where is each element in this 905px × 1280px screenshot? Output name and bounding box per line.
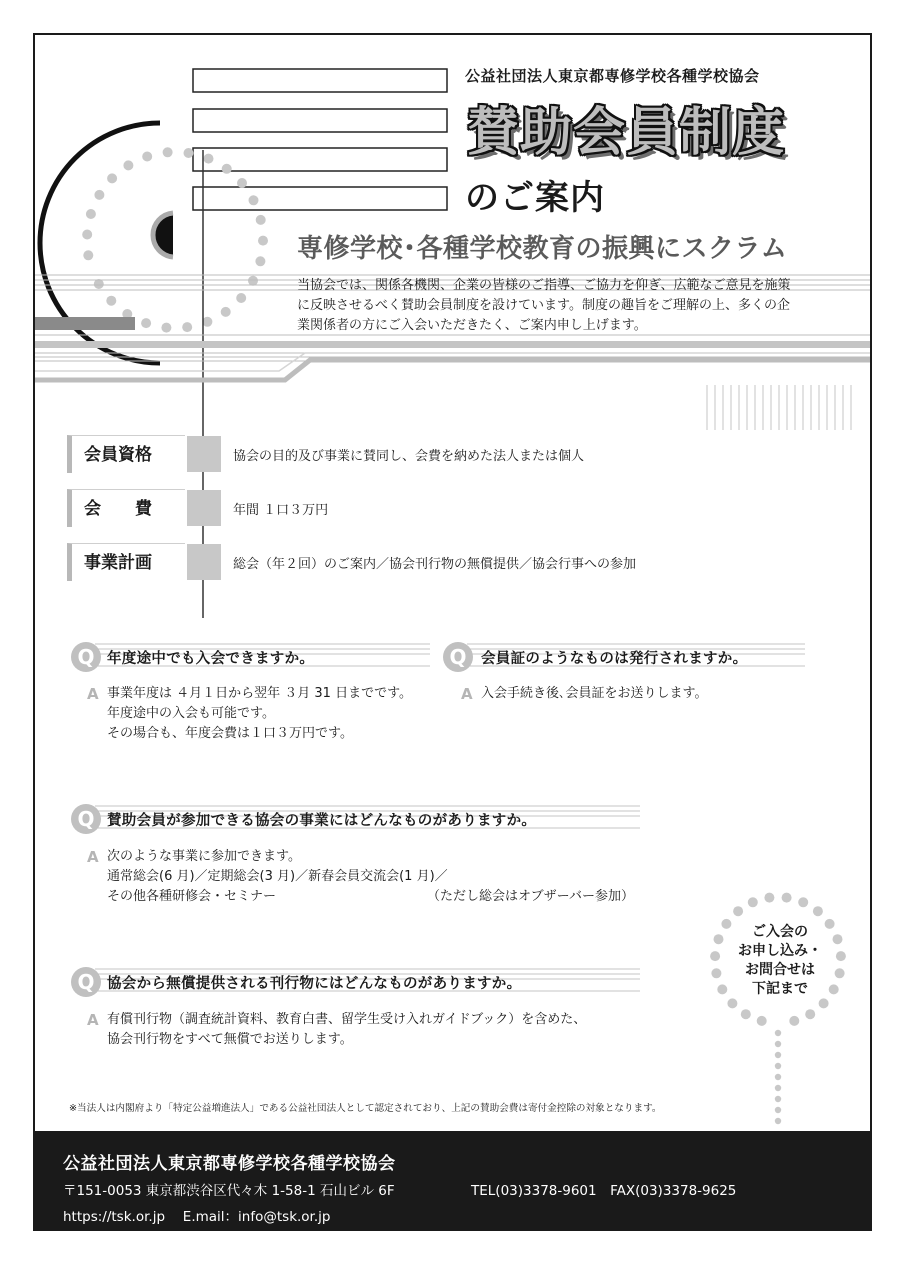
answer-line: その他各種研修会・セミナー — [107, 889, 277, 904]
answer-1 — [107, 684, 412, 744]
flyer-page — [33, 33, 872, 1231]
question-1: 年度途中でも入会できますか。 — [107, 651, 315, 667]
answer-line: 有償刊行物（調査統計資料、教育白書、留学生受け入れガイドブック）を含めた、 — [107, 1012, 587, 1027]
answer-3 — [107, 847, 448, 907]
question-2: 会員証のようなものは発行されますか。 — [481, 651, 748, 667]
contact-line: お問合せは — [745, 962, 815, 978]
intro-line: 当協会では、関係各機関、企業の皆様のご指導、ご協力を仰ぎ、広範なご意見を施策 — [297, 278, 791, 293]
intro-paragraph — [297, 276, 847, 336]
spec-label-qualification: 会員資格 — [67, 435, 185, 473]
contact-line: お申し込み・ — [738, 943, 822, 959]
footer-web-email[interactable]: https://tsk.or.jp E.mail：info@tsk.or.jp — [63, 1209, 331, 1225]
page-subtitle: のご案内 — [465, 178, 605, 218]
spec-text-qualification: 協会の目的及び事業に賛同し、会費を納めた法人または個人 — [233, 449, 585, 464]
a-mark: A — [87, 685, 99, 703]
q-icon: Q — [71, 642, 101, 672]
q-icon: Q — [71, 804, 101, 834]
organization-name: 公益社団法人東京都専修学校各種学校協会 — [465, 67, 760, 85]
footnote: ※当法人は内閣府より「特定公益増進法人」である公益社団法人として認定されており、上記の賛助会費は寄付金控除の対象となります。 — [69, 1103, 662, 1114]
answer-4 — [107, 1010, 586, 1050]
spec-text-fee: 年間 １口３万円 — [233, 503, 329, 518]
answer-3-note: （ただし総会はオブザーバー参加） — [427, 889, 634, 904]
answer-line: 年度途中の入会も可能です。 — [107, 706, 275, 721]
q-icon: Q — [443, 642, 473, 672]
decorative-graphics — [35, 35, 872, 1231]
question-3: 賛助会員が参加できる協会の事業にはどんなものがありますか。 — [107, 813, 537, 829]
contact-circle-text — [710, 923, 850, 999]
question-4: 協会から無償提供される刊行物にはどんなものがありますか。 — [107, 976, 522, 992]
answer-line: 事業年度は ４月１日から翌年 ３月 31 日までです。 — [107, 686, 413, 701]
contact-line: 下記まで — [752, 981, 808, 997]
q-icon: Q — [71, 967, 101, 997]
spec-label-plan: 事業計画 — [67, 543, 185, 581]
answer-line: 入会手続き後､会員証をお送りします。 — [481, 686, 708, 701]
answer-line: 協会刊行物をすべて無償でお送りします。 — [107, 1032, 353, 1047]
footer-address: 〒151-0053 東京都渋谷区代々木 1-58-1 石山ビル 6F — [63, 1183, 395, 1199]
answer-line: 通常総会(6 月)／定期総会(3 月)／新春会員交流会(1 月)／ — [107, 869, 448, 884]
footer-tel-fax: TEL(03)3378-9601 FAX(03)3378-9625 — [471, 1183, 737, 1199]
intro-line: 業関係者の方にご入会いただきたく、ご案内申し上げます。 — [297, 318, 647, 333]
footer — [35, 1131, 872, 1231]
page-title: 賛助会員制度 — [467, 103, 786, 163]
spec-text-plan: 総会（年２回）のご案内／協会刊行物の無償提供／協会行事への参加 — [233, 557, 637, 572]
spec-label-fee: 会 費 — [67, 489, 185, 527]
footer-organization: 公益社団法人東京都専修学校各種学校協会 — [63, 1154, 396, 1174]
spec-marker — [187, 544, 221, 580]
answer-2 — [481, 684, 707, 704]
answer-line: その場合も、年度会費は１口３万円です。 — [107, 726, 353, 741]
slogan: 専修学校･各種学校教育の振興にスクラム — [297, 234, 788, 264]
a-mark: A — [87, 848, 99, 866]
spec-marker — [187, 436, 221, 472]
answer-line: 次のような事業に参加できます。 — [107, 849, 301, 864]
a-mark: A — [87, 1011, 99, 1029]
spec-marker — [187, 490, 221, 526]
contact-line: ご入会の — [752, 924, 808, 940]
intro-line: に反映させるべく賛助会員制度を設けています。制度の趣旨をご理解の上、多くの企 — [297, 298, 790, 313]
a-mark: A — [461, 685, 473, 703]
